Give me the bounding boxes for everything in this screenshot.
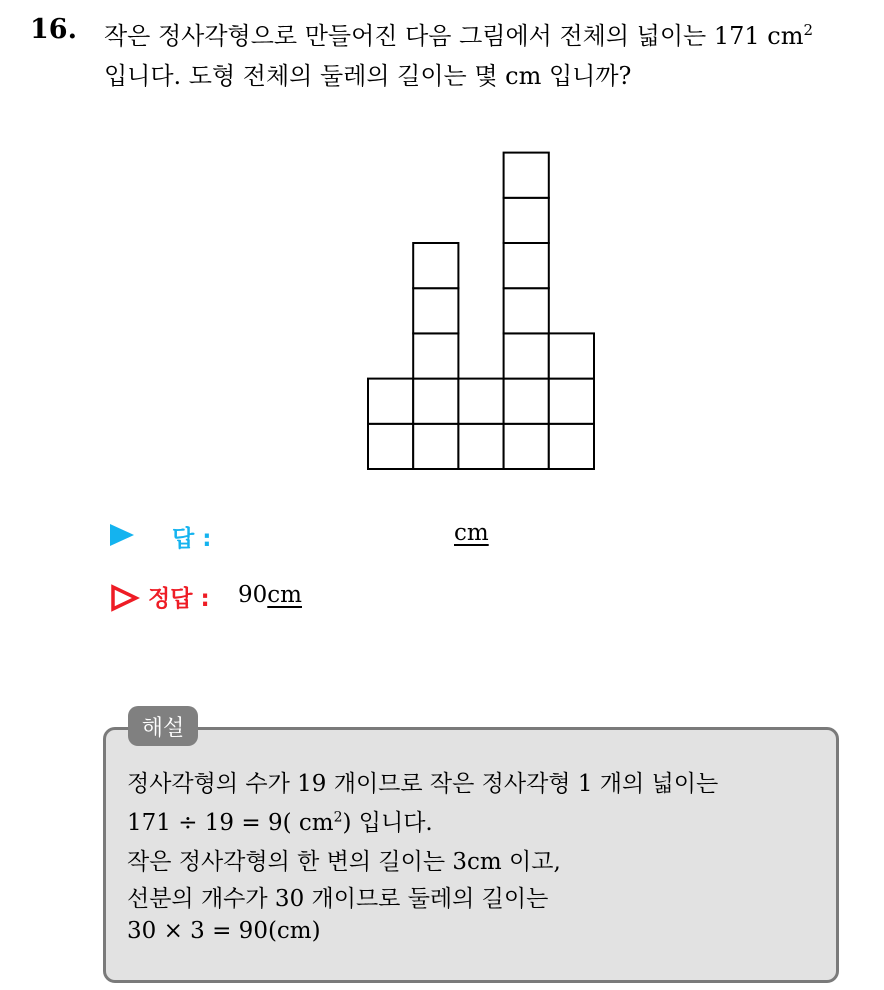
answer-label: 답 : bbox=[172, 526, 212, 552]
grid-square bbox=[504, 153, 549, 198]
grid-square bbox=[458, 424, 503, 469]
question-text-line-2: 입니다. 도형 전체의 둘레의 길이는 몇 cm 입니까? bbox=[104, 62, 632, 90]
grid-square bbox=[504, 333, 549, 378]
solution-formula-tail: ) 입니다. bbox=[342, 810, 433, 836]
solution-tag: 해설 bbox=[128, 706, 198, 746]
solution-line-5: 30 × 3 = 90(cm) bbox=[127, 918, 321, 944]
question-text-main: 작은 정사각형으로 만들어진 다음 그림에서 전체의 넓이는 171 cm bbox=[104, 22, 804, 50]
grid-square bbox=[413, 424, 458, 469]
unit-superscript: 2 bbox=[333, 809, 343, 826]
grid-square bbox=[413, 243, 458, 288]
grid-square bbox=[368, 424, 413, 469]
solution-line-1: 정사각형의 수가 19 개이므로 작은 정사각형 1 개의 넓이는 bbox=[127, 771, 719, 797]
solution-line-3: 작은 정사각형의 한 변의 길이는 3cm 이고, bbox=[127, 849, 561, 875]
grid-square bbox=[549, 379, 594, 424]
grid-square bbox=[549, 424, 594, 469]
answer-unit: cm bbox=[454, 520, 489, 546]
grid-square bbox=[413, 379, 458, 424]
question-number: 16. bbox=[30, 14, 77, 45]
grid-square bbox=[504, 198, 549, 243]
solution-formula: 171 ÷ 19 = 9( cm bbox=[127, 810, 334, 836]
grid-square bbox=[504, 288, 549, 333]
correct-answer-number: 90 bbox=[238, 582, 268, 608]
grid-square bbox=[549, 333, 594, 378]
correct-marker-icon bbox=[110, 584, 140, 612]
grid-square bbox=[368, 379, 413, 424]
grid-square bbox=[504, 424, 549, 469]
grid-square bbox=[458, 379, 503, 424]
grid-square bbox=[413, 333, 458, 378]
grid-square bbox=[504, 243, 549, 288]
correct-answer-label: 정답 : bbox=[148, 586, 210, 612]
solution-line-4: 선분의 개수가 30 개이므로 둘레의 길이는 bbox=[127, 886, 549, 912]
grid-square bbox=[413, 288, 458, 333]
grid-square bbox=[504, 379, 549, 424]
figure-grid bbox=[368, 153, 594, 469]
correct-answer-value bbox=[238, 582, 302, 608]
answer-marker-icon bbox=[110, 524, 134, 546]
unit-superscript: 2 bbox=[803, 21, 814, 39]
answer-row bbox=[110, 518, 530, 554]
correct-answer-row bbox=[110, 580, 410, 616]
solution-line-2 bbox=[127, 804, 433, 837]
correct-answer-unit: cm bbox=[267, 582, 302, 608]
